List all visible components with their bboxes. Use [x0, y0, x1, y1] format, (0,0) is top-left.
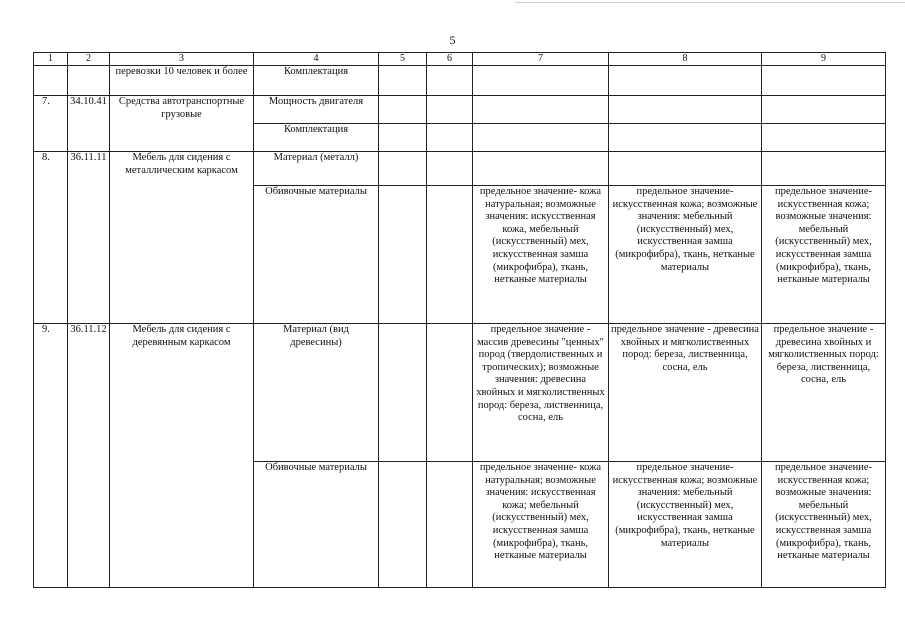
col-header: 5 [379, 53, 427, 66]
cell [473, 124, 609, 152]
characteristic-cell: Обивочные материалы [254, 186, 379, 324]
col-header: 6 [427, 53, 473, 66]
cell [762, 152, 886, 186]
characteristic-cell: Материал (металл) [254, 152, 379, 186]
value-cell: предельное значение- искусственная кожа; возможные значения: мебельный (искусственный) мех, искусственная замша (микрофибра), ткань, нетканые материалы [609, 462, 762, 588]
col-header: 4 [254, 53, 379, 66]
table-row [34, 324, 886, 462]
product-name-cell: перевозки 10 человек и более [110, 66, 254, 96]
value-cell: предельное значение- искусственная кожа; возможные значения: мебельный (искусственный) мех, искусственная замша (микрофибра), ткань, нетканые материалы [762, 462, 886, 588]
row-number-cell [34, 66, 68, 96]
okpd-code-cell: 34.10.41 [68, 96, 110, 152]
cell [762, 96, 886, 124]
cell [427, 124, 473, 152]
product-name-cell: Средства автотранспортные грузовые [110, 96, 254, 152]
cell [762, 66, 886, 96]
cell [473, 66, 609, 96]
cell [379, 186, 427, 324]
cell [379, 462, 427, 588]
requirements-table [33, 52, 886, 588]
value-cell: предельное значение- искусственная кожа; возможные значения: мебельный (искусственный) мех, искусственная замша (микрофибра), ткань, нетканые материалы [762, 186, 886, 324]
cell [427, 462, 473, 588]
row-number-cell: 7. [34, 96, 68, 152]
cell [427, 66, 473, 96]
characteristic-cell: Материал (вид древесины) [254, 324, 379, 462]
okpd-code-cell: 36.11.12 [68, 324, 110, 588]
cell [379, 66, 427, 96]
cell [473, 96, 609, 124]
value-cell: предельное значение- кожа натуральная; возможные значения: искусственная кожа; мебельный (искусственный) мех, искусственная замша (микрофибра), ткань, нетканые материалы [473, 462, 609, 588]
product-name-cell: Мебель для сидения с металлическим каркасом [110, 152, 254, 324]
top-rule [515, 2, 905, 3]
row-number-cell: 8. [34, 152, 68, 324]
value-cell: предельное значение - массив древесины "ценных" пород (твердолиственных и тропических); возможные значения: древесина хвойных и мягколиственных пород: береза, лиственница, сосна, ель [473, 324, 609, 462]
col-header: 1 [34, 53, 68, 66]
col-header: 9 [762, 53, 886, 66]
cell [609, 96, 762, 124]
cell [427, 324, 473, 462]
col-header: 3 [110, 53, 254, 66]
value-cell: предельное значение- искусственная кожа; возможные значения: мебельный (искусственный) мех, искусственная замша (микрофибра), ткань, нетканые материалы [609, 186, 762, 324]
page-number: 5 [449, 33, 456, 47]
okpd-code-cell [68, 66, 110, 96]
table-row [34, 66, 886, 96]
cell [427, 152, 473, 186]
characteristic-cell: Обивочные материалы [254, 462, 379, 588]
value-cell: предельное значение- кожа натуральная; возможные значения: искусственная кожа, мебельный (искусственный) мех, искусственная замша (микрофибра), ткань, нетканые материалы [473, 186, 609, 324]
cell [379, 96, 427, 124]
cell [609, 152, 762, 186]
cell [379, 152, 427, 186]
cell [609, 124, 762, 152]
cell [427, 96, 473, 124]
col-header: 2 [68, 53, 110, 66]
okpd-code-cell: 36.11.11 [68, 152, 110, 324]
characteristic-cell: Комплектация [254, 66, 379, 96]
cell [379, 324, 427, 462]
col-header: 8 [609, 53, 762, 66]
cell [379, 124, 427, 152]
cell [427, 186, 473, 324]
value-cell: предельное значение - древесина хвойных и мягколиственных пород: береза, лиственница, сосна, ель [762, 324, 886, 462]
product-name-cell: Мебель для сидения с деревянным каркасом [110, 324, 254, 588]
row-number-cell: 9. [34, 324, 68, 588]
characteristic-cell: Мощность двигателя [254, 96, 379, 124]
cell [473, 152, 609, 186]
table-row [34, 152, 886, 186]
cell [609, 66, 762, 96]
value-cell: предельное значение - древесина хвойных и мягколиственных пород: береза, лиственница, сосна, ель [609, 324, 762, 462]
header-row [34, 53, 886, 66]
characteristic-cell: Комплектация [254, 124, 379, 152]
cell [762, 124, 886, 152]
table-row [34, 96, 886, 124]
col-header: 7 [473, 53, 609, 66]
